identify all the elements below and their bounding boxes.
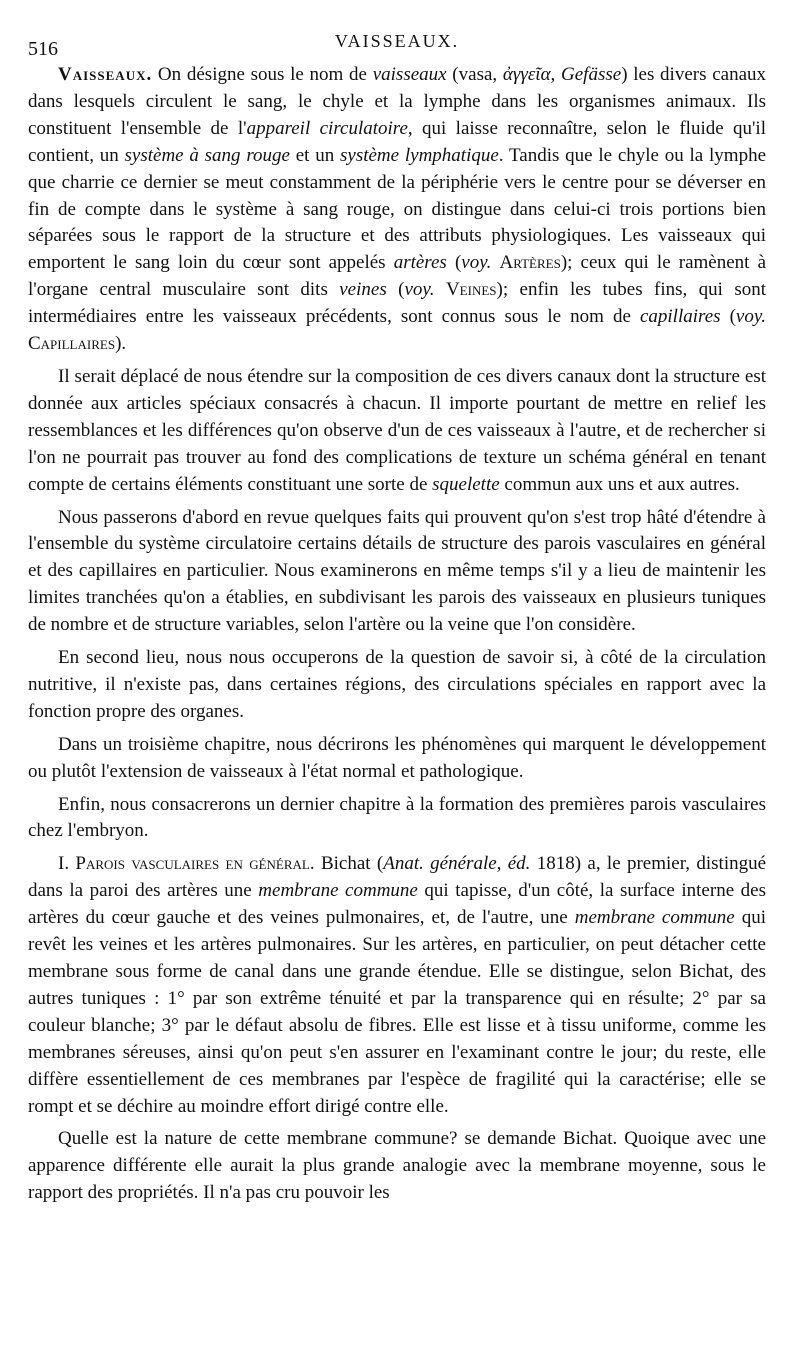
paragraph-definition: Vaisseaux. On désigne sous le nom de vaisseaux (vasa, ἀγγεῖα, Gefässe) les divers canaux dans lesquels circulent le sang, le chyle et la lymphe dans les organismes animaux. Ils constituent l'ensemble de l'appareil circulatoire, qui laisse reconnaître, selon le fluide qu'il contient, un système à sang rouge et un système lymphatique. Tandis que le chyle ou la lymphe que charrie ce dernier se meut constamment de la périphérie vers le centre pour se déverser en fin de compte dans le système à sang rouge, on distingue dans celui-ci trois portions bien séparées sous le rapport de la structure et des attributs physiologiques. Les vaisseaux qui emportent le sang loin du cœur sont appelés artères (voy. Artères); ceux qui le ramènent à l'organe central musculaire sont dits veines (voy. Veines); enfin les tubes fins, qui sont intermédiaires entre les vaisseaux précédents, sont connus sous le nom de capillaires (voy. Capillaires).	[28, 64, 767, 355]
paragraph-question: Quelle est la nature de cette membrane commune? se demande Bichat. Quoique avec une apparence différente elle aurait la plus grande analogie avec la membrane moyenne, sous le rapport des propriétés. Il n'a pas cru pouvoir les	[28, 1128, 766, 1204]
paragraph-review: Nous passerons d'abord en revue quelques faits qui prouvent qu'on s'est trop hâté d'étendre à l'ensemble du système circulatoire certains détails de structure des parois vasculaires en général et des capillaires en particulier. Nous examinerons en même temps s'il y a lieu de maintenir les limites tranchées qu'on a établies, en subdivisant les parois des vaisseaux en plusieurs tuniques de nombre et de structure variables, selon l'artère ou la veine que l'on considère.	[28, 506, 766, 636]
paragraph-second: En second lieu, nous nous occuperons de la question de savoir si, à côté de la circulation nutritive, il n'existe pas, dans certaines régions, des circulations spéciales en rapport avec la fonction propre des organes.	[28, 647, 766, 722]
section-title: Parois vasculaires en général.	[75, 853, 315, 875]
section-parois-vasculaires: I. Parois vasculaires en général. Bichat (Anat. générale, éd. 1818) a, le premier, distingué dans la paroi des artères une membrane commune qui tapisse, d'un côté, la surface interne des artères du cœur gauche et des veines pulmonaires, et, de l'autre, une membrane commune qui revêt les veines et les artères pulmonaires. Sur les artères, en particulier, on peut détacher cette membrane sous forme de canal dans une grande étendue. Elle se distingue, selon Bichat, des autres tuniques : 1° par son extrême ténuité et par la transparence qui en résulte; 2° par sa couleur blanche; 3° par le défaut absolu de fibres. Elle est lisse et à tissu uniforme, comme les membranes séreuses, ainsi qu'on peut s'en assurer en l'examinant contre le jour; du reste, elle diffère essentiellement de ces membranes par l'espèce de fragilité qui la caractérise; elle se rompt et se déchire au moindre effort dirigé contre elle.	[28, 853, 767, 1117]
paragraph-last-chapter: Enfin, nous consacrerons un dernier chapitre à la formation des premières parois vasculaires chez l'embryon.	[28, 793, 766, 842]
running-head: VAISSEAUX.	[334, 31, 460, 51]
cross-reference: Capillaires	[28, 333, 116, 355]
page-number: 516	[28, 38, 58, 60]
headword: Vaisseaux.	[58, 64, 153, 85]
page-header	[28, 28, 766, 62]
paragraph-third: Dans un troisième chapitre, nous décrirons les phénomènes qui marquent le développement ou plutôt l'extension de vaisseaux à l'état normal et pathologique.	[28, 733, 766, 782]
cross-reference: Artères	[499, 252, 561, 274]
paragraph-structure: Il serait déplacé de nous étendre sur la composition de ces divers canaux dont la structure est donnée aux articles spéciaux consacrés à chacun. Il importe pourtant de mettre en relief les ressemblances et les différences qu'on observe d'un de ces vaisseaux à l'autre, et de rechercher si l'on ne pourrait pas trouver au fond des complications de texture un schéma général en tenant compte de certains éléments constituant une sorte de squelette commun aux uns et aux autres.	[28, 365, 766, 495]
section-number: I.	[58, 853, 76, 875]
cross-reference: Veines	[445, 279, 497, 301]
